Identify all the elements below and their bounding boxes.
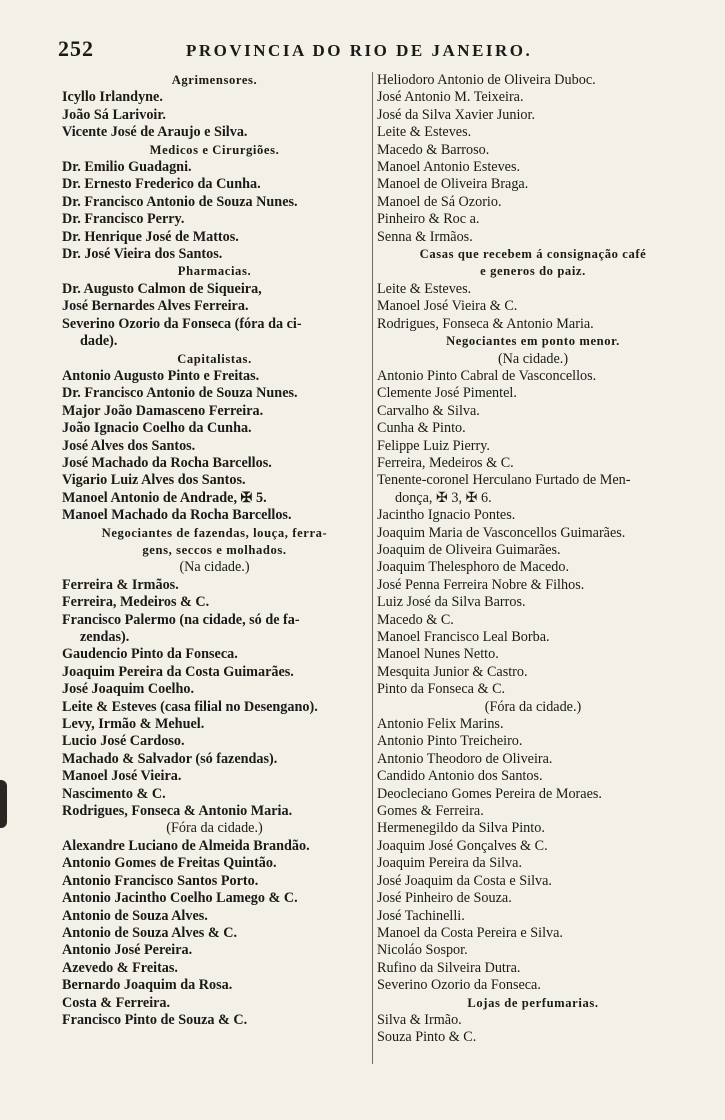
list-item-wrapped bbox=[62, 612, 367, 647]
list-item: Candido Antonio dos Santos. bbox=[377, 768, 543, 785]
list-item: Costa & Ferreira. bbox=[62, 994, 171, 1011]
list-item: Icyllo Irlandyne. bbox=[62, 89, 163, 106]
list-item: Manoel Machado da Rocha Barcellos. bbox=[62, 507, 292, 524]
list-item: Ferreira, Medeiros & C. bbox=[377, 454, 514, 471]
section-heading-consignacao bbox=[377, 246, 689, 281]
list-item: Cunha & Pinto. bbox=[377, 420, 466, 437]
ponto-menor-in-city-list bbox=[377, 368, 689, 699]
list-item: Joaquim Thelesphoro de Macedo. bbox=[377, 559, 570, 576]
list-item: Bernardo Joaquim da Rosa. bbox=[62, 977, 233, 994]
list-item: José Joaquim da Costa e Silva. bbox=[377, 872, 552, 889]
list-item: Nascimento & C. bbox=[62, 785, 166, 802]
section-heading-negociantes bbox=[62, 525, 367, 560]
list-item: Vigario Luiz Alves dos Santos. bbox=[62, 472, 246, 489]
list-item: Antonio Jacintho Coelho Lamego & C. bbox=[62, 890, 298, 907]
list-item-wrapped bbox=[62, 316, 367, 351]
list-item: Francisco Pinto de Souza & C. bbox=[62, 1011, 248, 1028]
list-item-wrapped bbox=[377, 472, 689, 507]
list-item: Antonio José Pereira. bbox=[62, 942, 193, 959]
list-item: Dr. Henrique José de Mattos. bbox=[62, 228, 239, 245]
list-item: Manoel José Vieira & C. bbox=[377, 298, 518, 315]
list-item: Severino Ozorio da Fonseca. bbox=[377, 977, 541, 994]
section-heading-ponto-menor: Negociantes em ponto menor. bbox=[446, 334, 620, 349]
list-item: Manoel de Sá Ozorio. bbox=[377, 193, 502, 210]
list-item: Joaquim Pereira da Silva. bbox=[377, 855, 522, 872]
list-item: Azevedo & Freitas. bbox=[62, 959, 178, 976]
left-column bbox=[62, 72, 367, 1029]
list-item: Dr. José Vieira dos Santos. bbox=[62, 246, 223, 263]
list-item: Felippe Luiz Pierry. bbox=[377, 437, 490, 454]
subheading-out-city: (Fóra da cidade.) bbox=[166, 820, 263, 837]
list-item: Pinheiro & Roc a. bbox=[377, 211, 480, 228]
entry-line: Severino Ozorio da Fonseca (fóra da ci- bbox=[62, 315, 302, 332]
list-item: Gaudencio Pinto da Fonseca. bbox=[62, 646, 238, 663]
list-item: Mesquita Junior & Castro. bbox=[377, 663, 528, 680]
perfumarias-list bbox=[377, 1012, 689, 1047]
page-header bbox=[58, 36, 698, 64]
list-item: Rodrigues, Fonseca & Antonio Maria. bbox=[377, 315, 594, 332]
list-item: Antonio de Souza Alves & C. bbox=[62, 924, 237, 941]
binding-edge-mark bbox=[0, 780, 7, 828]
list-item: Gomes & Ferreira. bbox=[377, 803, 484, 820]
right-column bbox=[377, 72, 689, 1047]
list-item: José Alves dos Santos. bbox=[62, 437, 196, 454]
list-item: Heliodoro Antonio de Oliveira Duboc. bbox=[377, 72, 596, 88]
section-heading-capitalistas: Capitalistas. bbox=[177, 351, 252, 366]
list-item: Manoel da Costa Pereira e Silva. bbox=[377, 924, 563, 941]
list-item: Dr. Francisco Antonio de Souza Nunes. bbox=[62, 385, 298, 402]
list-item: José Penna Ferreira Nobre & Filhos. bbox=[377, 576, 585, 593]
list-item: Silva & Irmão. bbox=[377, 1011, 462, 1028]
list-item: Joaquim de Oliveira Guimarães. bbox=[377, 541, 561, 558]
list-item: Rodrigues, Fonseca & Antonio Maria. bbox=[62, 803, 293, 820]
list-item: Deocleciano Gomes Pereira de Moraes. bbox=[377, 785, 602, 802]
list-item: Antonio Augusto Pinto e Freitas. bbox=[62, 367, 260, 384]
list-item: José Machado da Rocha Barcellos. bbox=[62, 454, 272, 471]
section-heading-agrimensores: Agrimensores. bbox=[171, 73, 258, 87]
list-item: João Ignacio Coelho da Cunha. bbox=[62, 420, 252, 437]
list-item: Dr. Ernesto Frederico da Cunha. bbox=[62, 176, 261, 193]
list-item: Macedo & Barroso. bbox=[377, 141, 490, 158]
ponto-menor-out-city-list bbox=[377, 716, 689, 995]
consignacao-list bbox=[377, 281, 689, 333]
list-item: Ferreira & Irmãos. bbox=[62, 576, 179, 593]
list-item: José Tachinelli. bbox=[377, 907, 465, 924]
column-divider bbox=[372, 72, 373, 1064]
list-item: José Pinheiro de Souza. bbox=[377, 890, 512, 907]
subheading-in-city: (Na cidade.) bbox=[497, 350, 569, 367]
list-item: Antonio Felix Marins. bbox=[377, 716, 504, 733]
capitalistas-list bbox=[62, 368, 367, 525]
list-item: Luiz José da Silva Barros. bbox=[377, 594, 526, 611]
list-item: Nicoláo Sospor. bbox=[377, 942, 468, 959]
list-item: Hermenegildo da Silva Pinto. bbox=[377, 820, 545, 837]
list-item: Joaquim Pereira da Costa Guimarães. bbox=[62, 663, 294, 680]
list-item: Manoel Francisco Leal Borba. bbox=[377, 629, 550, 645]
list-item: Alexandre Luciano de Almeida Brandão. bbox=[62, 837, 310, 854]
list-item: Clemente José Pimentel. bbox=[377, 385, 517, 402]
list-item: Dr. Francisco Antonio de Souza Nunes. bbox=[62, 193, 298, 210]
list-item: Leite & Esteves. bbox=[377, 124, 472, 141]
entry-line: Tenente-coronel Herculano Furtado de Men- bbox=[377, 472, 631, 489]
list-item: Antonio Pinto Treicheiro. bbox=[377, 733, 523, 750]
running-title: PROVINCIA DO RIO DE JANEIRO. bbox=[186, 41, 533, 60]
list-item: Ferreira, Medeiros & C. bbox=[62, 594, 210, 611]
list-item: Leite & Esteves. bbox=[377, 280, 472, 297]
list-item: Vicente José de Araujo e Silva. bbox=[62, 124, 248, 141]
list-item: Dr. Emilio Guadagni. bbox=[62, 159, 192, 176]
entry-continuation: donça, ✠ 3, ✠ 6. bbox=[395, 489, 492, 506]
medicos-list bbox=[62, 159, 367, 263]
heading-line: Negociantes de fazendas, louça, ferra- bbox=[101, 525, 328, 540]
subheading-in-city: (Na cidade.) bbox=[179, 559, 250, 576]
page-number: 252 bbox=[58, 36, 94, 61]
list-item: José Joaquim Coelho. bbox=[62, 681, 195, 698]
heading-line: e generos do paiz. bbox=[480, 264, 586, 279]
list-item: Manoel José Vieira. bbox=[62, 768, 182, 785]
section-heading-pharmacias: Pharmacias. bbox=[177, 264, 252, 279]
list-item: Manoel de Oliveira Braga. bbox=[377, 176, 529, 193]
list-item: Joaquim Maria de Vasconcellos Guimarães. bbox=[377, 524, 626, 541]
list-item: Macedo & C. bbox=[377, 611, 454, 628]
list-item: Pinto da Fonseca & C. bbox=[377, 681, 506, 698]
heading-line: Casas que recebem á consignação café bbox=[419, 247, 647, 262]
list-item: Carvalho & Silva. bbox=[377, 402, 480, 419]
section-heading-medicos: Medicos e Cirurgiões. bbox=[149, 142, 280, 157]
list-item: Souza Pinto & C. bbox=[377, 1029, 477, 1046]
list-item: Levy, Irmão & Mehuel. bbox=[62, 716, 205, 733]
list-item: Dr. Francisco Perry. bbox=[62, 211, 185, 228]
list-item: Antonio Francisco Santos Porto. bbox=[62, 872, 259, 889]
section-heading-perfumarias: Lojas de perfumarias. bbox=[467, 995, 599, 1010]
list-item: Manoel Antonio Esteves. bbox=[377, 159, 521, 176]
negociantes-out-city-list bbox=[62, 838, 367, 1029]
list-item: Manoel Nunes Netto. bbox=[377, 646, 499, 663]
list-item: Leite & Esteves (casa filial no Desengano). bbox=[62, 698, 318, 715]
list-item: Rufino da Silveira Dutra. bbox=[377, 959, 521, 976]
list-item: Major João Damasceno Ferreira. bbox=[62, 402, 264, 419]
subheading-out-city: (Fóra da cidade.) bbox=[484, 698, 582, 715]
list-item: Joaquim José Gonçalves & C. bbox=[377, 837, 548, 854]
list-item: José da Silva Xavier Junior. bbox=[377, 106, 536, 123]
entry-continuation: zendas). bbox=[80, 629, 130, 645]
pharmacias-list bbox=[62, 281, 367, 351]
continued-list bbox=[377, 72, 689, 246]
heading-line: gens, seccos e molhados. bbox=[142, 542, 287, 557]
list-item: João Sá Larivoir. bbox=[62, 106, 166, 123]
list-item: Antonio Gomes de Freitas Quintão. bbox=[62, 855, 277, 872]
entry-line: Francisco Palermo (na cidade, só de fa- bbox=[62, 611, 300, 628]
agrimensores-list bbox=[62, 89, 367, 141]
list-item: Manoel Antonio de Andrade, ✠ 5. bbox=[62, 489, 267, 506]
list-item: Senna & Irmãos. bbox=[377, 228, 473, 245]
list-item: Antonio Pinto Cabral de Vasconcellos. bbox=[377, 367, 597, 384]
list-item: Antonio Theodoro de Oliveira. bbox=[377, 750, 553, 767]
negociantes-in-city-list bbox=[62, 577, 367, 821]
list-item: José Bernardes Alves Ferreira. bbox=[62, 298, 249, 315]
entry-continuation: dade). bbox=[80, 333, 118, 350]
list-item: Antonio de Souza Alves. bbox=[62, 907, 208, 924]
list-item: José Antonio M. Teixeira. bbox=[377, 89, 524, 106]
list-item: Dr. Augusto Calmon de Siqueira, bbox=[62, 280, 262, 297]
list-item: Lucio José Cardoso. bbox=[62, 733, 185, 750]
list-item: Machado & Salvador (só fazendas). bbox=[62, 750, 278, 767]
list-item: Jacintho Ignacio Pontes. bbox=[377, 507, 516, 524]
